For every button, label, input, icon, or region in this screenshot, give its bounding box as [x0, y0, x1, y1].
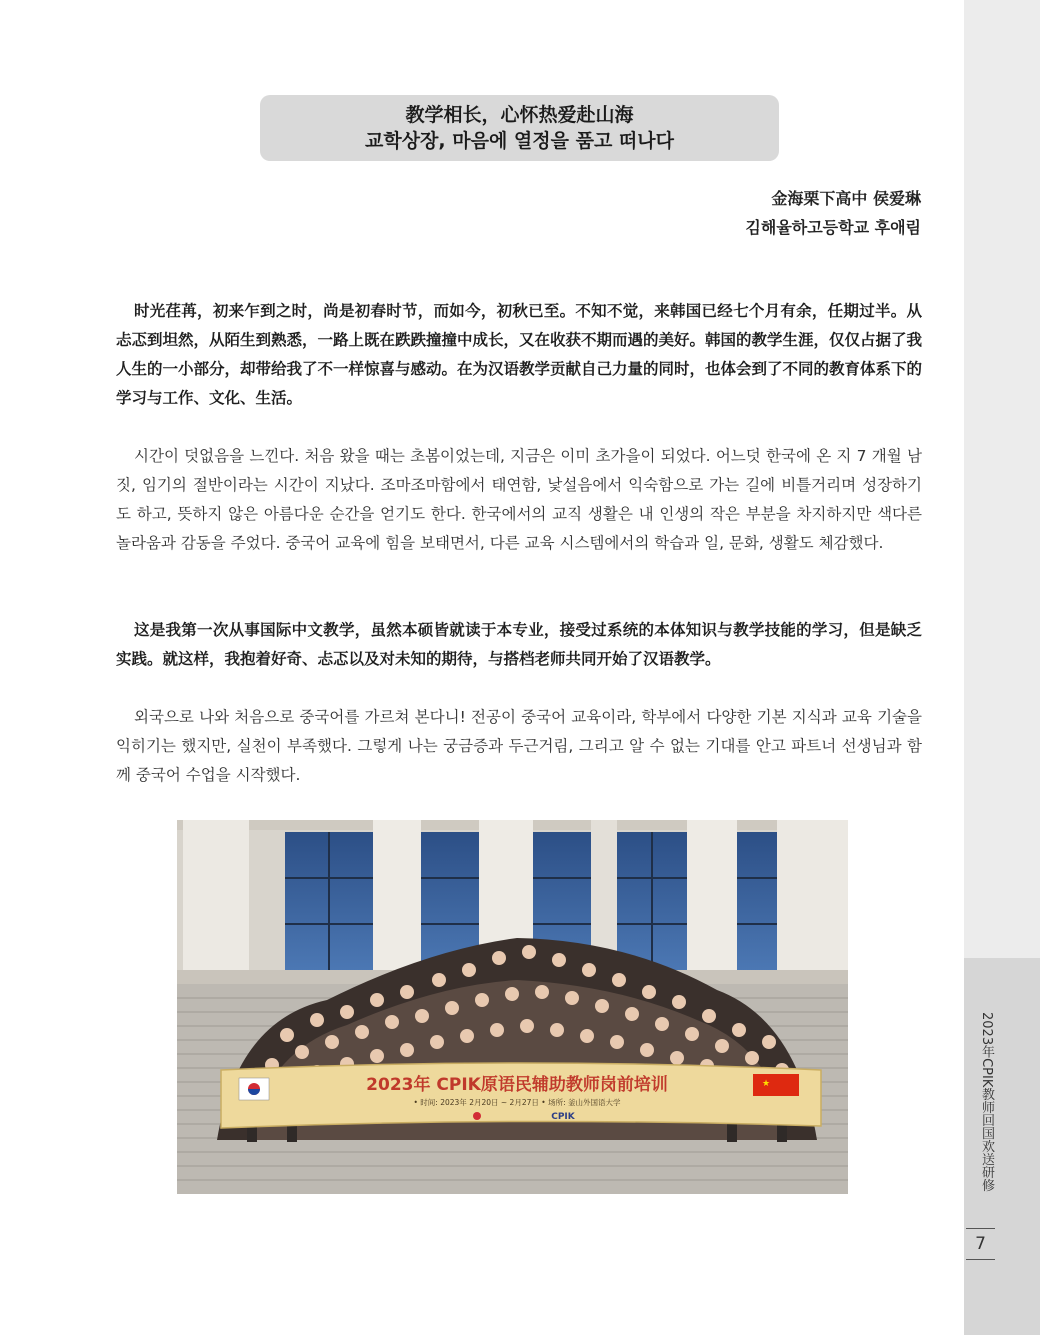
banner-info: • 时间: 2023年 2月20日 ~ 2月27日 • 场所: 釜山外国语大学 [413, 1098, 621, 1107]
paragraph-2-korean: 외국으로 나와 처음으로 중국어를 가르쳐 본다니! 전공이 중국어 교육이라, 학부에서 다양한 기본 지식과 교육 기술을 익히기는 했지만, 실천이 부족했다. 그렇게 나는 궁금증과 두근거림, 그리고 알 수 없는 기대를 안고 파트너 선생님과 함께 중국어 수업을 시작했다. [116, 708, 922, 784]
group-photo-illustration [177, 820, 848, 1194]
title-box [260, 95, 779, 161]
banner-logo: CPIK [551, 1112, 575, 1122]
title-chinese: 教学相长，心怀热爱赴山海 [405, 104, 634, 126]
paragraph-1-chinese: 时光荏苒，初来乍到之时，尚是初春时节，而如今，初秋已至。不知不觉，来韩国已经七个月有余，任期过半。从忐忑到坦然，从陌生到熟悉，一路上既在跌跌撞撞中成长，又在收获不期而遇的美好。韩国的教学生涯，仅仅占据了我人生的一小部分，却带给我了不一样惊喜与感动。在为汉语教学贡献自己力量的同时，也体会到了不同的教育体系下的学习与工作、文化、生活。 [116, 302, 923, 407]
page-number: 7 [975, 1234, 986, 1254]
banner-emblem-icon [473, 1112, 481, 1120]
page-number-rule-bottom [966, 1259, 995, 1260]
paragraph-2-chinese: 这是我第一次从事国际中文教学，虽然本硕皆就读于本专业，接受过系统的本体知识与教学技能的学习，但是缺乏实践。就这样，我抱着好奇、忐忑以及对未知的期待，与搭档老师共同开始了汉语教学。 [116, 621, 922, 668]
author-korean: 김해율하고등학교 후애림 [745, 218, 921, 237]
author-chinese: 金海栗下高中 侯爱琳 [771, 189, 921, 208]
paragraph-1-korean: 시간이 덧없음을 느낀다. 처음 왔을 때는 초봄이었는데, 지금은 이미 초가을이 되었다. 어느덧 한국에 온 지 7 개월 남짓, 임기의 절반이라는 시간이 지났다. 조마조마함에서 태연함, 낯설음에서 익숙함으로 가는 길에 비틀거리며 성장하기도 하고, 뜻하지 않은 아름다운 순간을 얻기도 한다. 한국에서의 교직 생활은 내 인생의 작은 부분을 차지하지만 색다른 놀라움과 감동을 주었다. 중국어 교육에 힘을 보태면서, 다른 교육 시스템에서의 학습과 일, 문화, 생활도 체감했다. [116, 447, 922, 552]
banner-title: 2023年 CPIK原语民辅助教师岗前培训 [366, 1075, 668, 1095]
group-photo [177, 820, 848, 1194]
page-number-rule-top [966, 1228, 995, 1229]
svg-text:★: ★ [762, 1079, 771, 1089]
sidebar-section-title: 2023年CPIK教师回国欢送研修 [979, 1012, 994, 1192]
title-korean: 교학상장, 마음에 열정을 품고 떠나다 [365, 130, 674, 152]
